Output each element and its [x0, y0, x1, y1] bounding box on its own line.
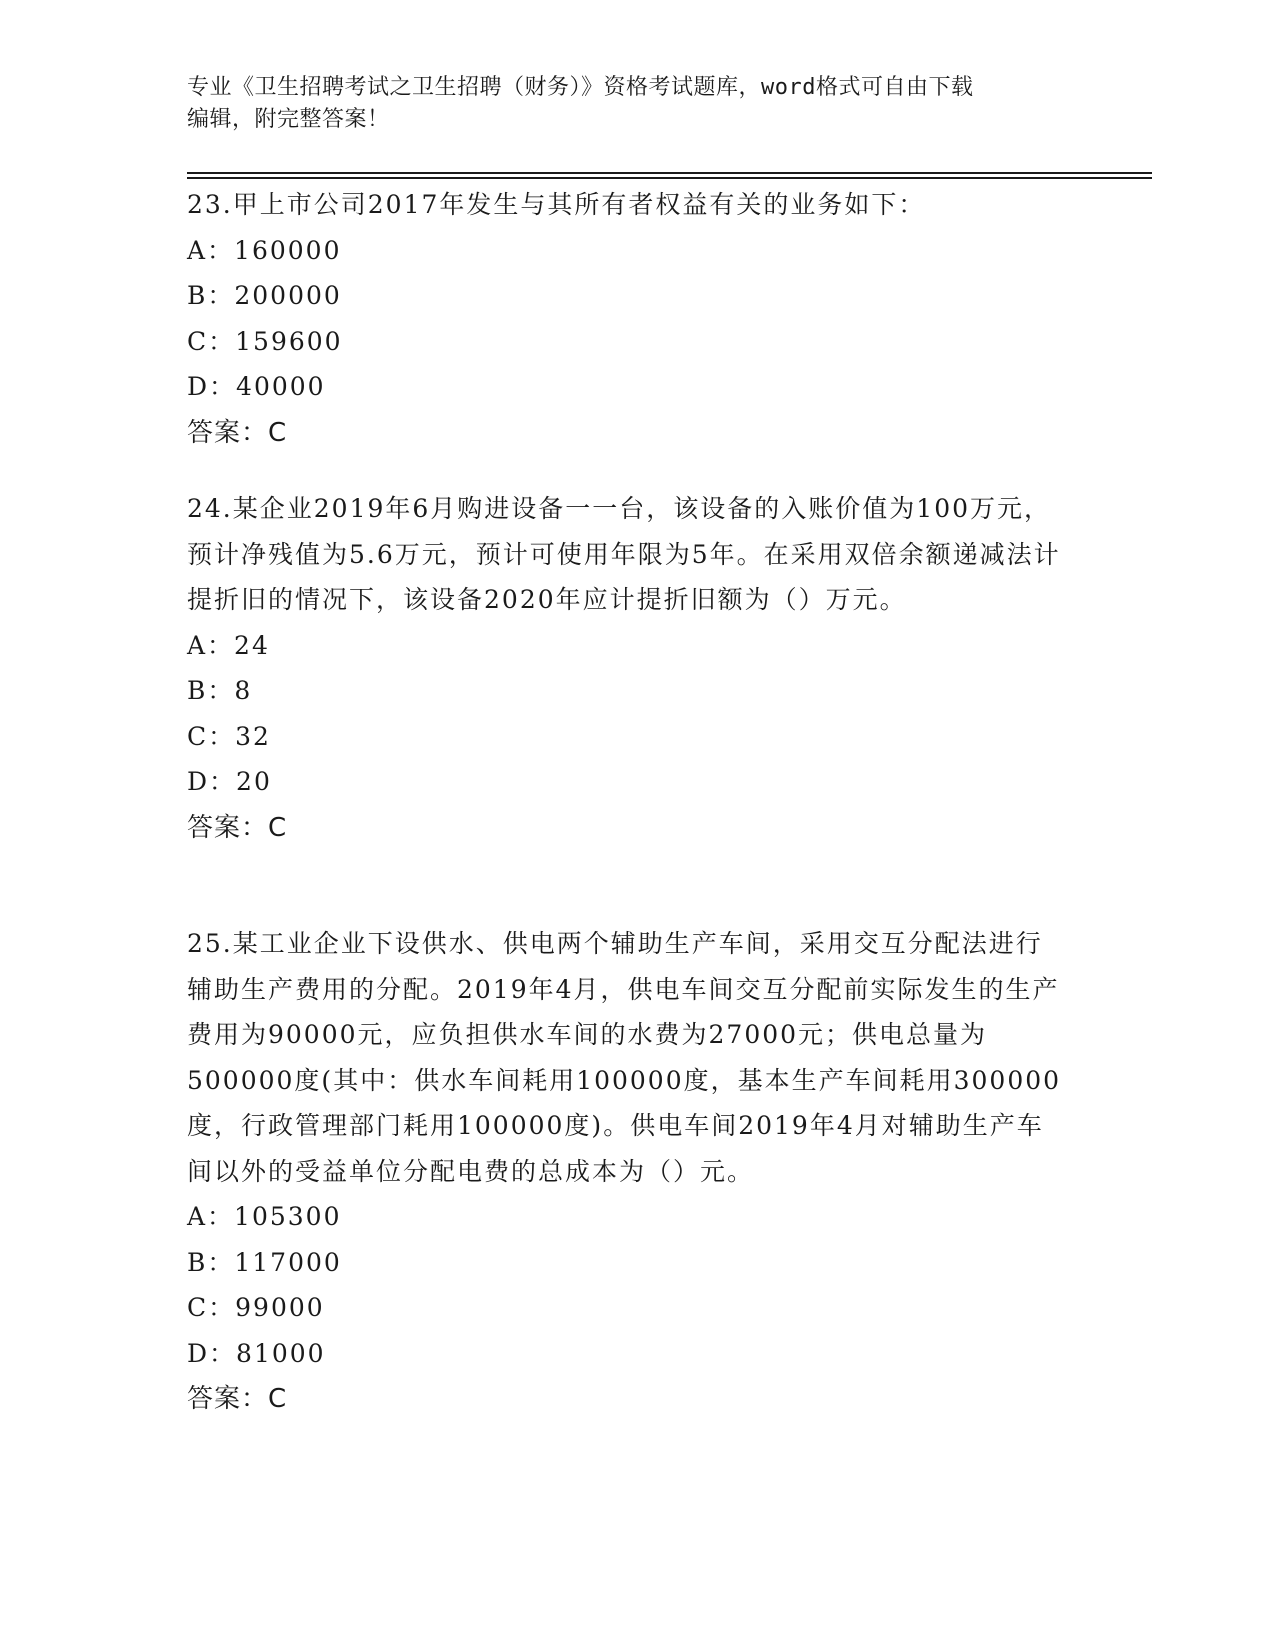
header-divider-bottom	[187, 177, 1152, 179]
header-line-1: 专业《卫生招聘考试之卫生招聘（财务）》资格考试题库，word格式可自由下载	[187, 75, 974, 100]
option-a: A：105300	[187, 1202, 342, 1231]
option-b: B：200000	[187, 281, 342, 310]
answer: 答案：C	[187, 1384, 288, 1414]
option-b: B：8	[187, 676, 253, 705]
option-d: D：81000	[187, 1338, 326, 1368]
option-c: C：32	[187, 721, 271, 751]
option-d: D：40000	[187, 372, 326, 401]
answer: 答案：C	[187, 812, 288, 843]
question-stem: 24.某企业2019年6月购进设备一一台，该设备的入账价值为100万元，预计净残值为5.6万元，预计可使用年限为5年。在采用双倍余额递减法计提折旧的情况下，该设备2020年应计提折旧额为（）万元。	[187, 494, 1061, 614]
option-a: A：160000	[187, 235, 342, 265]
question-23	[187, 182, 1067, 456]
question-25	[187, 921, 1067, 1422]
question-24	[187, 486, 1067, 851]
header-line-2: 编辑，附完整答案！	[187, 107, 390, 132]
option-b: B：117000	[187, 1247, 342, 1277]
option-c: C：159600	[187, 326, 343, 356]
option-d: D：20	[187, 767, 272, 796]
option-c: C：99000	[187, 1293, 325, 1322]
question-stem: 25.某工业企业下设供水、供电两个辅助生产车间，采用交互分配法进行辅助生产费用的分配。2019年4月，供电车间交互分配前实际发生的生产费用为90000元，应负担供水车间的水费为27000元；供电总量为500000度(其中：供水车间耗用100000度，基本生产车间耗用300000度，行政管理部门耗用100000度)。供电车间2019年4月对辅助生产车间以外的受益单位分配电费的总成本为（）元。	[187, 929, 1062, 1186]
option-a: A：24	[187, 630, 270, 660]
header-divider-top	[187, 172, 1152, 174]
document-header	[187, 72, 1067, 136]
question-stem: 23.甲上市公司2017年发生与其所有者权益有关的业务如下：	[187, 190, 926, 219]
answer: 答案：C	[187, 417, 288, 448]
